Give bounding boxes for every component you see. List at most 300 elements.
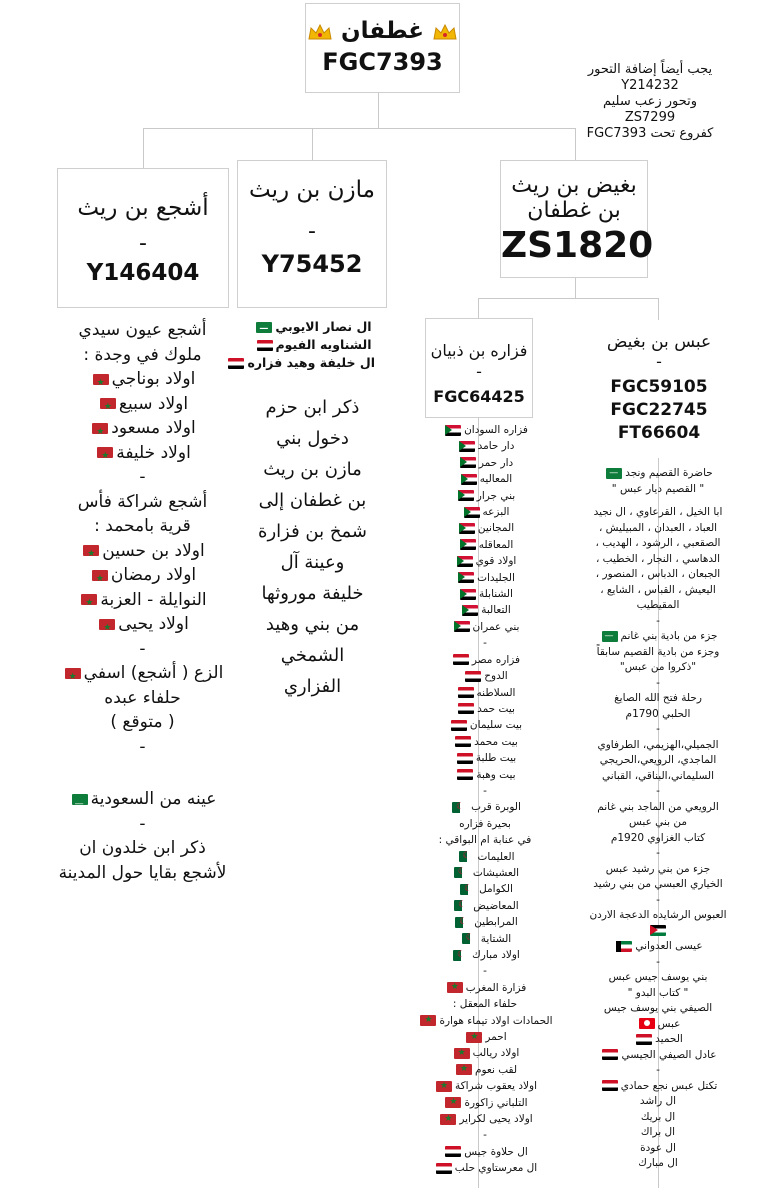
flag-eg-icon: [457, 769, 473, 780]
node-code: FGC22745: [610, 400, 708, 420]
abs-line: [563, 497, 753, 505]
ashja-line: [30, 539, 255, 564]
flag-eg-icon: [458, 703, 474, 714]
abs-line: [563, 1017, 753, 1033]
fazara-line: [405, 931, 565, 947]
crown-icon: [307, 23, 333, 41]
flag-ma-icon: [92, 570, 108, 581]
abs-line-text: العباد ، العبدان ، المبيليش ،: [598, 521, 718, 534]
fazara-line: [405, 734, 565, 750]
fazara-line: [405, 980, 565, 996]
flag-sd-icon: [457, 556, 473, 567]
fazara-line: [405, 455, 565, 471]
crown-icon: [432, 23, 458, 41]
fazara-line: [405, 1111, 565, 1127]
abs-line: [563, 660, 753, 676]
ashja-line-text: ( متوقع ): [110, 712, 175, 732]
fazara-line-text: في عنابة ام البواقي :: [438, 834, 532, 847]
ashja-line: [30, 465, 255, 490]
mazin-paragraph-line: الشمخي: [280, 645, 345, 666]
fazara-line-text: ال معرستاوي حلب: [454, 1162, 538, 1175]
fazara-line-text: المعاليه: [479, 473, 513, 486]
flag-ma-icon: [440, 1114, 456, 1125]
abs-line-text: من بني عبس: [629, 816, 687, 828]
abs-line: [563, 1094, 753, 1110]
flag-sd-icon: [460, 539, 476, 550]
fazara-branches: [405, 422, 565, 1177]
flag-eg-icon: [436, 1163, 452, 1174]
fazara-line: [405, 635, 565, 651]
fazara-line: [405, 553, 565, 569]
ashja-line-text: الزع ( أشجع) اسفي: [83, 663, 224, 683]
abs-line-text: الرويعي من الماجد بني غانم: [597, 800, 719, 813]
abs-line: [563, 753, 753, 769]
ashja-line-text: -: [139, 736, 146, 757]
abs-line-text: عبس: [657, 1017, 681, 1030]
abs-line: [563, 614, 753, 630]
fazara-line: [405, 537, 565, 553]
fazara-line-text: البزعه: [482, 506, 510, 519]
flag-ma-icon: [420, 1015, 436, 1026]
mazin-paragraph-line: الفزاري: [283, 676, 342, 697]
ashja-line: [30, 661, 255, 686]
abs-line: [563, 955, 753, 971]
flag-dz-icon: [454, 867, 470, 878]
abs-line-text: جزء من بادية بني غانم: [620, 630, 718, 642]
fazara-line: [405, 717, 565, 733]
abs-line-text: " القصيم ديار عبس ": [611, 482, 705, 495]
flag-ma-icon: [99, 619, 115, 630]
abs-line-text: ال عودة: [640, 1141, 676, 1154]
flag-tn-icon: [639, 1018, 655, 1029]
flag-eg-icon: [455, 736, 471, 747]
flag-eg-icon: [458, 687, 474, 698]
node-dash: -: [139, 231, 147, 256]
fazara-line-text: دار حمر: [478, 456, 514, 469]
ashja-branches: [30, 318, 255, 885]
fazara-line: [405, 849, 565, 865]
abs-branches: [563, 466, 753, 1172]
abs-line-text: الجميلي،الهزيمي، الطرفاوي: [597, 738, 719, 751]
node-code: FGC59105: [610, 377, 708, 397]
fazara-line: [405, 602, 565, 618]
abs-line: [563, 598, 753, 614]
abs-line-text: رحلة فتح الله الصايغ: [614, 692, 702, 704]
fazara-line-text: المعاضيض: [473, 899, 519, 912]
ashja-line-text: اولاد بن حسين: [102, 540, 205, 561]
flag-eg-icon: [465, 671, 481, 682]
note-line: يجب أيضاً إضافة التحور: [587, 62, 713, 77]
flag-dz-icon: [452, 802, 468, 813]
flag-eg-icon: [602, 1080, 618, 1091]
flag-eg-icon: [453, 654, 469, 665]
node-abs: [590, 320, 728, 458]
ashja-line: [30, 588, 255, 613]
flag-sd-icon: [460, 589, 476, 600]
ashja-line-text: اولاد خليفة: [116, 442, 191, 463]
fazara-line-text: المعاقله: [478, 538, 514, 551]
ashja-line-text: ملوك في وجدة :: [83, 344, 202, 365]
fazara-line: [405, 652, 565, 668]
ashja-line-text: قرية بامحمد :: [94, 516, 191, 536]
fazara-line: [405, 504, 565, 520]
fazara-line-text: دار حامد: [477, 440, 515, 453]
abs-line-text: المقيطيب: [636, 599, 680, 611]
ashja-line: [30, 812, 255, 837]
node-dash: -: [476, 362, 482, 381]
flag-sa-icon: [256, 322, 272, 333]
ashja-line: [30, 563, 255, 588]
mazin-paragraph-line: شمخ بن فزارة: [258, 521, 367, 542]
fazara-line: [405, 963, 565, 979]
fazara-line-text: العليمات: [477, 850, 515, 863]
ashja-line: [30, 392, 255, 417]
fazara-line-text: بيت سليمان: [469, 719, 523, 732]
ashja-line-text: أشجع عيون سيدي: [78, 320, 207, 340]
fazara-line-text: -: [483, 637, 487, 650]
fazara-line-text: فزاره مصر: [471, 653, 521, 666]
flag-sa-icon: [602, 631, 618, 642]
fazara-line-text: -: [483, 1129, 487, 1142]
ashja-line: [30, 612, 255, 637]
abs-line: [563, 536, 753, 552]
fazara-line: [405, 783, 565, 799]
flag-eg-icon: [457, 753, 473, 764]
fazara-line-text: الوبرة قرب: [471, 801, 521, 814]
flag-dz-icon: [454, 900, 470, 911]
fazara-line-text: الجليدات: [477, 571, 515, 584]
abs-line-text: الماجدي، الرويعي،الحريجي: [599, 754, 717, 766]
abs-line-text: -: [656, 723, 660, 735]
abs-line-text: الحلبي 1790م: [625, 707, 691, 720]
flag-eg-icon: [445, 1146, 461, 1157]
abs-line-text: -: [656, 676, 660, 689]
flag-sd-icon: [464, 507, 480, 518]
fazara-line-text: بيت طلبة: [475, 752, 517, 765]
fazara-line: [405, 1013, 565, 1029]
abs-line: [563, 846, 753, 862]
fazara-line: [405, 947, 565, 963]
flag-eg-icon: [636, 1034, 652, 1045]
flag-sd-icon: [445, 425, 461, 436]
abs-line-text: الصقعبي ، الرشود ، الهديب ،: [595, 537, 721, 549]
node-title: فزاره بن ذبيان: [430, 341, 528, 360]
abs-line: [563, 552, 753, 568]
ashja-line-text: -: [139, 638, 146, 659]
abs-line: [563, 722, 753, 738]
fazara-line: [405, 619, 565, 635]
abs-line-text: جزء من بني رشيد عبس: [605, 862, 711, 875]
fazara-line: [405, 914, 565, 930]
ashja-line: [30, 367, 255, 392]
fazara-line: [405, 881, 565, 897]
root-code: FGC7393: [322, 48, 443, 76]
fazara-line-text: الشتاية: [480, 932, 512, 945]
abs-line: [563, 1079, 753, 1095]
abs-line-text: وجزء من بادية القصيم سابقاً: [596, 645, 720, 658]
connector-line: [478, 298, 479, 318]
ashja-line-text: عينه من السعودية: [90, 789, 217, 809]
fazara-line-text: لقب نعوم: [474, 1063, 518, 1076]
fazara-line-text: اولاد ريالب: [472, 1047, 520, 1060]
flag-ma-icon: [93, 374, 109, 385]
mazin-list-item: [247, 354, 375, 372]
ashja-line-text: -: [139, 813, 146, 834]
note-line: ZS7299: [624, 110, 676, 125]
abs-line: [563, 1001, 753, 1017]
fazara-line-text: احمر: [485, 1031, 507, 1044]
fazara-line: [405, 668, 565, 684]
fazara-line-text: اولاد يحيى لكراير: [459, 1113, 533, 1126]
fazara-line-text: الدوح: [484, 670, 508, 683]
fazara-line-text: بيت حمد: [477, 702, 515, 715]
flag-sd-icon: [454, 621, 470, 632]
connector-line: [478, 298, 658, 299]
abs-line-text: -: [656, 785, 660, 797]
abs-line-text: تكتل عبس نجع حمادي: [620, 1079, 718, 1092]
flag-ma-icon: [97, 447, 113, 458]
fazara-line-text: -: [483, 784, 487, 797]
fazara-line-text: المجانين: [477, 522, 515, 535]
node-title: مازن بن ريث: [249, 177, 375, 203]
flag-ma-icon: [466, 1032, 482, 1043]
mazin-paragraph-line: خليفة موروثها: [261, 583, 364, 604]
fazara-line-text: بيت محمد: [474, 735, 518, 748]
fazara-line: [405, 1062, 565, 1078]
abs-line: [563, 1110, 753, 1126]
fazara-line: [405, 1045, 565, 1061]
node-dash: -: [656, 352, 662, 371]
node-mazin: [237, 160, 387, 308]
fazara-line-text: التلباني زاكورة: [464, 1096, 528, 1109]
flag-kw-icon: [616, 941, 632, 952]
ashja-line: [30, 710, 255, 735]
abs-line-text: الحميد: [655, 1033, 683, 1045]
mazin-paragraph-line: بن غطفان إلى: [258, 490, 367, 511]
flag-sa-icon: [606, 468, 622, 479]
abs-line-text: الدهاسي ، النجار ، الخطيب ،: [595, 552, 721, 565]
abs-line-text: -: [656, 847, 660, 859]
connector-line: [658, 298, 659, 320]
abs-line: [563, 769, 753, 785]
fazara-line-text: اولاد قوي: [475, 555, 517, 568]
root-node: [305, 3, 460, 93]
fazara-line: [405, 1078, 565, 1094]
abs-line: [563, 707, 753, 723]
fazara-line-text: الشنابلة: [479, 588, 513, 601]
abs-line-text: السليماني،البناقي، القباني: [601, 769, 715, 782]
fazara-line: [405, 471, 565, 487]
node-fazara: [425, 318, 533, 418]
abs-line-text: عادل الصيفي الجيسي: [621, 1048, 717, 1061]
ashja-line-text: اولاد سبيع: [118, 393, 189, 414]
connector-line: [143, 128, 575, 129]
mazin-paragraph: [240, 392, 385, 702]
flag-eg-icon: [451, 720, 467, 731]
connector-line: [143, 128, 144, 168]
fazara-line: [405, 832, 565, 848]
fazara-line: [405, 799, 565, 815]
node-title: عبس بن بغيض: [606, 332, 712, 352]
abs-line: [563, 986, 753, 1002]
fazara-line: [405, 1029, 565, 1045]
flag-dz-icon: [462, 933, 478, 944]
node-code: FGC64425: [433, 387, 525, 406]
abs-line-text: "ذكروا من عبس": [619, 661, 697, 673]
abs-line: [563, 629, 753, 645]
abs-line: [563, 583, 753, 599]
fazara-line-text: العشيشات: [472, 866, 520, 879]
abs-line: [563, 482, 753, 498]
abs-line-text: الصيفي بني يوسف جيس: [603, 1002, 713, 1014]
abs-line: [563, 784, 753, 800]
fazara-line-text: فزارة المغرب: [465, 981, 527, 994]
fazara-line: [405, 685, 565, 701]
abs-line: [563, 645, 753, 661]
fazara-line: [405, 438, 565, 454]
abs-line: [563, 1141, 753, 1157]
node-title: بن غطفان: [527, 198, 621, 223]
mazin-list-item-text: ال خليفة وهيد فزاره: [247, 355, 375, 370]
fazara-line: [405, 996, 565, 1012]
flag-ma-icon: [456, 1064, 472, 1075]
abs-line-text: -: [656, 1064, 660, 1076]
flag-sd-icon: [462, 605, 478, 616]
abs-line: [563, 908, 753, 924]
fazara-line: [405, 1160, 565, 1176]
abs-line: [563, 567, 753, 583]
abs-line: [563, 1125, 753, 1141]
ashja-line-text: اولاد رمضان: [110, 565, 197, 585]
abs-line: [563, 1156, 753, 1172]
node-title: بغيض بن ريث: [511, 173, 637, 198]
flag-ma-icon: [447, 982, 463, 993]
abs-line: [563, 924, 753, 940]
note-line: وتحور زعب سليم: [602, 94, 698, 109]
abs-line-text: ال راشد: [639, 1095, 677, 1107]
flag-ma-icon: [445, 1097, 461, 1108]
node-title: أشجع بن ريث: [77, 195, 209, 221]
ashja-line: [30, 441, 255, 466]
ashja-line: [30, 836, 255, 861]
abs-line-text: الخياري العبسي من بني رشيد: [593, 878, 723, 890]
ashja-line: [30, 861, 255, 886]
abs-line: [563, 800, 753, 816]
fazara-line-text: السلاطنه: [476, 686, 516, 699]
flag-dz-icon: [453, 950, 469, 961]
ashja-line: [30, 735, 255, 760]
fazara-line: [405, 586, 565, 602]
abs-line-text: ال بريك: [640, 1110, 676, 1123]
node-code: Y146404: [86, 260, 200, 286]
ashja-line-text: اولاد يحيى: [118, 614, 189, 634]
fazara-line-text: التعالبة: [481, 604, 511, 617]
fazara-line: [405, 1127, 565, 1143]
mazin-branches: [247, 318, 375, 372]
ashja-line: [30, 343, 255, 368]
connector-line: [312, 128, 313, 160]
node-code: FT66604: [617, 423, 701, 443]
note-block: [560, 62, 740, 142]
abs-line-text: اليعيش ، القباس ، الشايع ،: [600, 583, 716, 596]
fazara-line-text: حلفاء المعقل :: [452, 998, 518, 1011]
abs-line: [563, 676, 753, 692]
node-bughaid: [500, 160, 654, 278]
ashja-line-text: -: [139, 467, 146, 487]
fazara-line-text: بني جرار: [476, 489, 516, 502]
flag-dz-icon: [460, 884, 476, 895]
ashja-line: [30, 637, 255, 662]
fazara-line: [405, 520, 565, 536]
mazin-list-item-text: الشناويه الفيوم: [275, 337, 372, 352]
fazara-line: [405, 422, 565, 438]
fazara-line-text: بني عمران: [472, 620, 520, 633]
fazara-line: [405, 898, 565, 914]
fazara-line: [405, 816, 565, 832]
ashja-line-text: حلفاء عبده: [104, 687, 181, 708]
flag-sd-icon: [461, 474, 477, 485]
mazin-paragraph-line: من بني وهيد: [265, 614, 360, 635]
abs-line: [563, 893, 753, 909]
ashja-line-text: ذكر ابن خلدون ان: [79, 838, 206, 858]
abs-line-text: ال براك: [640, 1126, 676, 1138]
flag-ma-icon: [100, 398, 116, 409]
fazara-line-text: الكوامل: [479, 883, 513, 896]
ashja-line: [30, 787, 255, 812]
fazara-line-text: اولاد يعقوب شراكة: [454, 1080, 538, 1093]
ashja-line: [30, 514, 255, 539]
abs-line: [563, 505, 753, 521]
abs-line: [563, 815, 753, 831]
flag-jo-icon: [650, 925, 666, 936]
ashja-line-text: أشجع شراكة فأس: [77, 491, 208, 512]
abs-line: [563, 466, 753, 482]
node-code: ZS1820: [501, 225, 654, 266]
mazin-list-item-text: ال نصار الايوبي: [275, 319, 372, 334]
flag-ma-icon: [454, 1048, 470, 1059]
flag-ma-icon: [65, 668, 81, 679]
fazara-line: [405, 570, 565, 586]
note-line: Y214232: [621, 78, 679, 93]
ashja-line: [30, 318, 255, 343]
abs-line-text: ابا الخيل ، القرعاوي ، ال نجيد: [593, 506, 723, 518]
abs-line-text: العبوس الرشايده الدعجة الاردن: [589, 909, 727, 921]
flag-eg-icon: [602, 1049, 618, 1060]
fazara-line-text: الحمادات اولاد تيماء هوارة: [439, 1014, 553, 1027]
fazara-line: [405, 1095, 565, 1111]
mazin-paragraph-line: مازن بن ريث: [263, 459, 362, 480]
abs-line: [563, 939, 753, 955]
abs-line-text: حاضرة القصيم ونجد: [625, 467, 713, 479]
abs-line-text: -: [656, 955, 660, 968]
flag-dz-icon: [455, 917, 471, 928]
flag-ma-icon: [83, 545, 99, 556]
abs-line: [563, 831, 753, 847]
ashja-line: [30, 416, 255, 441]
node-code: Y75452: [261, 250, 363, 278]
flag-eg-icon: [257, 340, 273, 351]
abs-line: [563, 1063, 753, 1079]
mazin-list-item: [250, 318, 375, 336]
flag-ma-icon: [436, 1081, 452, 1092]
mazin-paragraph-line: ذكر ابن حزم: [265, 397, 360, 418]
abs-line: [563, 691, 753, 707]
abs-line-text: الجبعان ، الدباس ، المنصور ،: [595, 568, 721, 580]
fazara-line-text: بحيرة فزاره: [459, 817, 511, 830]
fazara-line-text: ال حلاوة جيس: [464, 1145, 528, 1158]
ashja-line-text: النوايلة - العزبة: [100, 589, 207, 610]
abs-line-text: " كتاب البدو ": [627, 986, 689, 999]
